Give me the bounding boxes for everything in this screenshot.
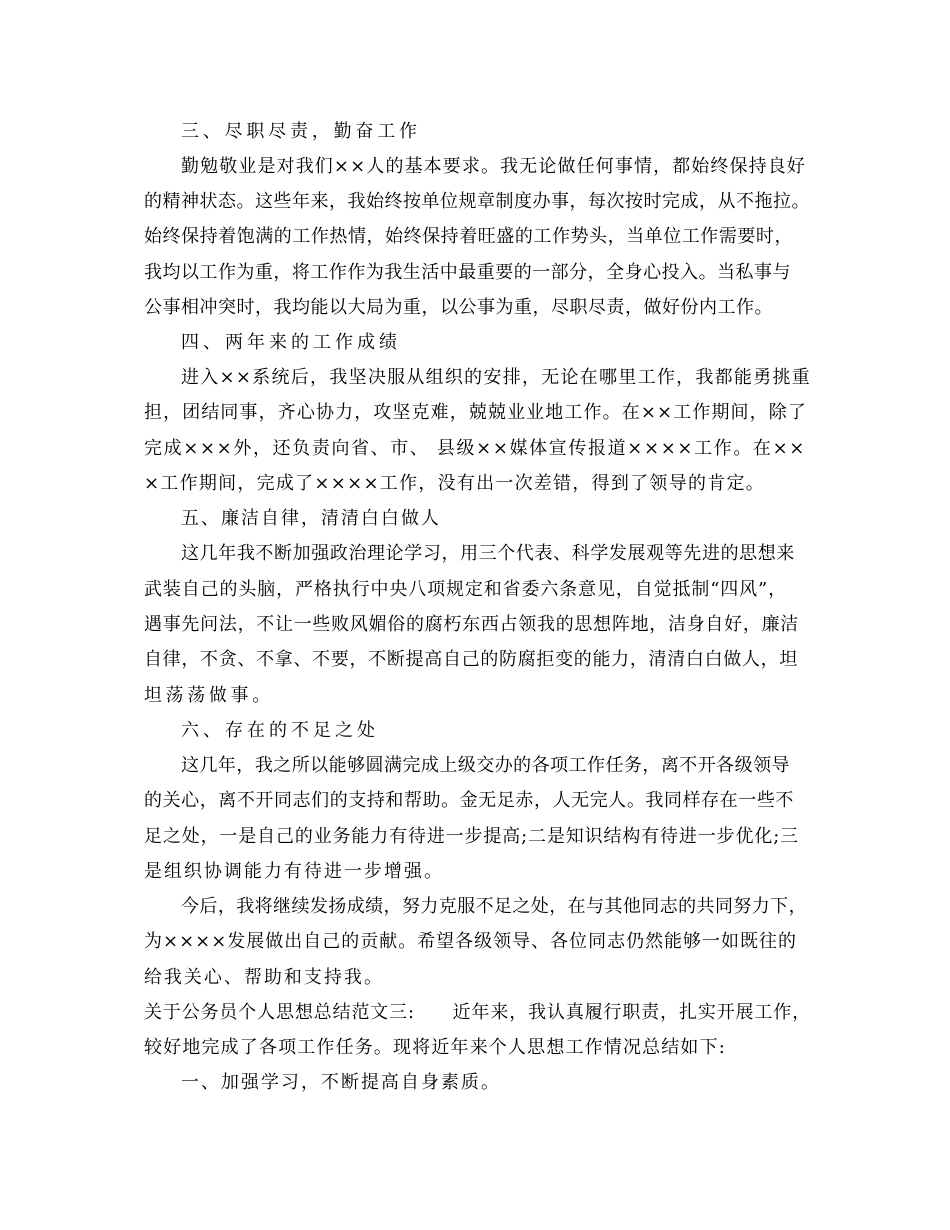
paragraph-line: 足之处，一是自己的业务能力有待进一步提高;二是知识结构有待进一步优化;三 bbox=[144, 826, 799, 847]
paragraph-line: 武装自己的头脑，严格执行中央八项规定和省委六条意见，自觉抵制“四风”， bbox=[144, 579, 787, 600]
paragraph-line: 的关心，离不开同志们的支持和帮助。金无足赤，人无完人。我同样存在一些不 bbox=[144, 790, 794, 811]
section-heading: 四、两年来的工作成绩 bbox=[181, 332, 401, 353]
paragraph-line: 我均以工作为重，将工作作为我生活中最重要的一部分，全身心投入。当私事与 bbox=[144, 262, 791, 283]
paragraph-line: 勤勉敬业是对我们××人的基本要求。我无论做任何事情，都始终保持良好 bbox=[181, 156, 806, 177]
paragraph-line: 这几年我不断加强政治理论学习，用三个代表、科学发展观等先进的思想来 bbox=[181, 543, 795, 564]
paragraph-line: 给我关心、帮助和支持我。 bbox=[144, 967, 384, 988]
paragraph-line: 完成×××外，还负责向省、市、 县级××媒体宣传报道××××工作。在×× bbox=[144, 438, 806, 459]
paragraph-line: 较好地完成了各项工作任务。现将近年来个人思想工作情况总结如下: bbox=[144, 1037, 726, 1058]
paragraph-line: 的精神状态。这些年来，我始终按单位规章制度办事，每次按时完成，从不拖拉。 bbox=[144, 191, 810, 212]
paragraph-line: 进入××系统后，我坚决服从组织的安排，无论在哪里工作，我都能勇挑重 bbox=[181, 367, 811, 388]
paragraph-line: 公事相冲突时，我均能以大局为重，以公事为重，尽职尽责，做好份内工作。 bbox=[144, 297, 773, 318]
paragraph-line: 这几年，我之所以能够圆满完成上级交办的各项工作任务，离不开各级领导 bbox=[181, 755, 790, 776]
section-heading: 关于公务员个人思想总结范文三: 近年来，我认真履行职责，扎实开展工作， bbox=[144, 1002, 811, 1023]
paragraph-line: 自律，不贪、不拿、不要，不断提高自己的防腐拒变的能力，清清白白做人，坦 bbox=[144, 649, 798, 670]
paragraph-line: 遇事先问法，不让一些败风媚俗的腐朽东西占领我的思想阵地，洁身自好，廉洁 bbox=[144, 614, 799, 635]
paragraph-line: 坦荡荡做事。 bbox=[144, 685, 274, 706]
paragraph-line: 今后，我将继续发扬成绩，努力克服不足之处，在与其他同志的共同努力下， bbox=[181, 896, 807, 917]
paragraph-line: 是组织协调能力有待进一步增强。 bbox=[144, 861, 444, 882]
paragraph-line: 担，团结同事，齐心协力，攻坚克难，兢兢业业地工作。在××工作期间，除了 bbox=[144, 402, 807, 423]
section-heading: 一、加强学习，不断提高自身素质。 bbox=[181, 1072, 501, 1093]
paragraph-line: 为××××发展做出自己的贡献。希望各级领导、各位同志仍然能够一如既往的 bbox=[144, 931, 797, 952]
section-heading: 五、廉洁自律，清清白白做人 bbox=[181, 508, 441, 529]
section-heading: 三、尽职尽责，勤奋工作 bbox=[181, 121, 421, 142]
section-heading: 六、存在的不足之处 bbox=[181, 720, 379, 741]
paragraph-line: 始终保持着饱满的工作热情，始终保持着旺盛的工作势头，当单位工作需要时， bbox=[144, 226, 793, 247]
paragraph-line: ×工作期间，完成了××××工作，没有出一次差错，得到了领导的肯定。 bbox=[144, 473, 765, 494]
